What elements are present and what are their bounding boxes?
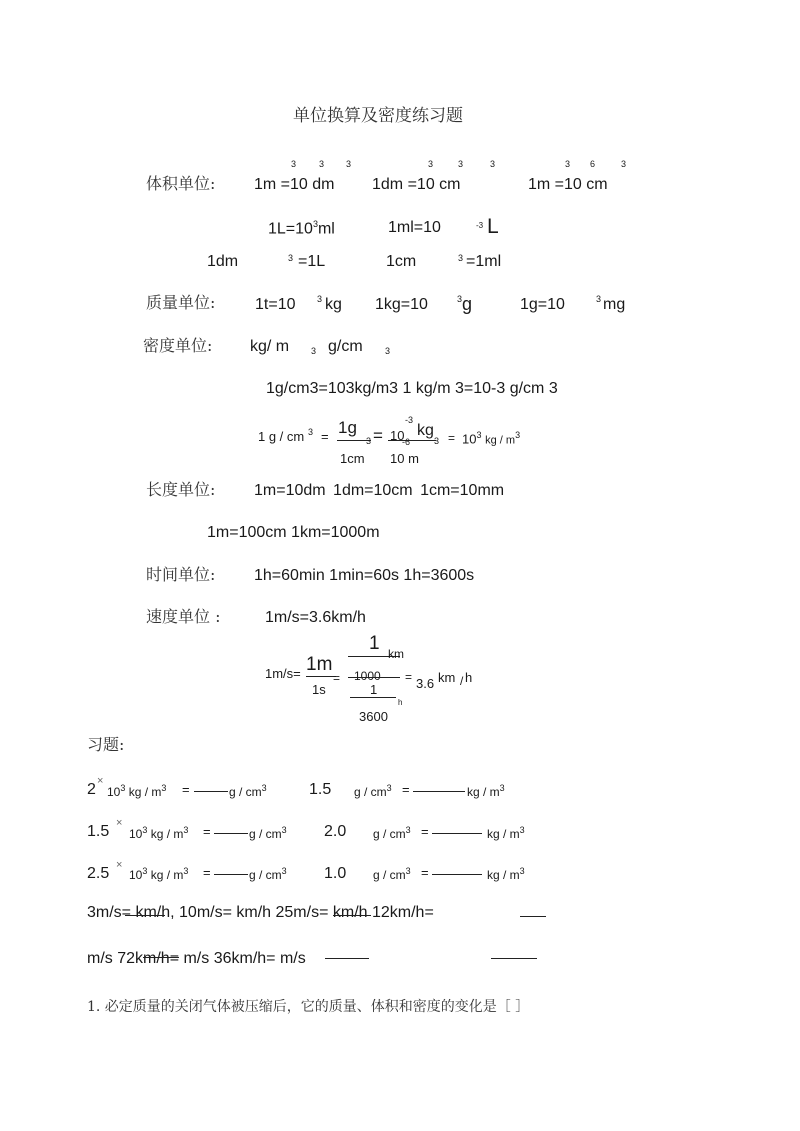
density-deriv-den1: 1cm (340, 451, 365, 466)
exercise-1-right-eq: = (402, 782, 410, 797)
speed-deriv-fraction-bar-bottom (350, 697, 396, 698)
exercise-2-left-num: 1.5 (87, 823, 110, 840)
density-deriv-den2: 10 m (390, 451, 419, 466)
density-deriv-num2: 10 (390, 428, 405, 443)
volume-row3-a-tail: =1L (298, 253, 326, 270)
volume-row1-b-sup-1: 3 (428, 159, 434, 169)
speed-deriv-result: 3.6 (416, 676, 435, 691)
exercise-2-right-eq: = (421, 824, 429, 839)
exercise-2-right-blank[interactable] (432, 833, 482, 834)
exercise-1-right-blank[interactable] (413, 791, 465, 792)
volume-row2-a: $1L=10^3ml$ (268, 219, 335, 238)
exercise-1-right-ans-unit: kg / $m^3$ (467, 783, 505, 799)
volume-row1-b-sup-2: 3 (458, 159, 464, 169)
mass-label: 质量单位: (146, 293, 216, 312)
length-row1: 1m=10dm 1dm=10cm 1cm=10mm (254, 482, 505, 499)
speed-deriv-den-top: 1 (370, 682, 378, 697)
question-1: 1. 必定质量的关闭气体被压缩后，它的质量、体积和密度的变化是［ ］ (87, 999, 530, 1015)
volume-row2-a-sup: 3 (312, 219, 318, 229)
exercises-label: 习题: (87, 735, 125, 754)
exercise-1-ans-unit: g / $cm^3$ (229, 783, 267, 799)
volume-row1-c-sup-2: 6 (590, 159, 596, 169)
exercise-3-ans-unit: g / $cm^3$ (249, 866, 287, 882)
density-deriv-rhs: $10^3$ kg / $m^3$ (462, 430, 521, 447)
volume-row1-c-sup-3: 3 (621, 159, 627, 169)
exercise-1-times: × (97, 775, 104, 787)
exercise-1-right-num: 1.5 (309, 781, 332, 798)
speed-deriv-den-den: 3600 (359, 709, 388, 724)
volume-row3-b-sup: 3 (458, 253, 464, 263)
speed-deriv-num-top-unit: km (388, 647, 404, 661)
mass-c: 1g=10 (520, 296, 565, 313)
exercise-1-right-unit: g / $cm^3$ (354, 783, 392, 799)
volume-row1-c: 1m =10 cm (528, 176, 608, 193)
exercise-2-left-expr: $10^3$ kg / $m^3$ (129, 825, 189, 841)
exercise-2-right-ans-unit: kg / $m^3$ (487, 825, 525, 841)
speed-deriv-den1: 1s (312, 682, 326, 697)
exercise-1-left-num: 2 (87, 781, 96, 798)
density-relation: 1g/cm3=103kg/m3 1 kg/m 3=10-3 g/cm 3 (266, 380, 558, 397)
exercise-2-eq: = (203, 824, 211, 839)
volume-row3-b: 1cm (386, 253, 417, 270)
exercise-3-left-expr: $10^3$ kg / $m^3$ (129, 866, 189, 882)
exercise-3-right-blank[interactable] (432, 874, 482, 875)
density-unit-b-sup: 3 (385, 346, 391, 356)
mass-a-tail: kg (325, 296, 342, 313)
mass-c-tail: mg (603, 296, 626, 313)
speed-deriv-num1: 1m (306, 654, 333, 675)
speed-exercise-blank-3[interactable] (520, 916, 546, 917)
mass-b: 1kg=10 (375, 296, 428, 313)
speed-exercise-blank-2[interactable] (333, 915, 371, 916)
speed-deriv-lhs: 1m/s= (265, 666, 301, 681)
length-label: 长度单位: (146, 480, 216, 499)
density-deriv-den2-sup2: 3 (434, 436, 440, 446)
exercise-3-eq: = (203, 865, 211, 880)
density-deriv-num2-sup: -3 (405, 415, 414, 425)
density-deriv-lhs: 1 g / cm (258, 429, 305, 444)
speed-exercise-blank-5[interactable] (325, 958, 369, 959)
density-deriv-den1-sup: 3 (366, 436, 372, 446)
volume-row1-b: 1dm =10 cm (372, 176, 461, 193)
exercise-3-right-ans-unit: kg / $m^3$ (487, 866, 525, 882)
volume-row1-a-sup-1: 3 (291, 159, 297, 169)
length-row2: 1m=100cm 1km=1000m (207, 524, 380, 541)
density-unit-a-sup: 3 (311, 346, 317, 356)
exercise-1-blank[interactable] (194, 791, 228, 792)
speed-deriv-eq1: = (333, 671, 341, 685)
exercise-3-right-eq: = (421, 865, 429, 880)
exercise-3-blank[interactable] (214, 874, 248, 875)
speed-exercise-line-2: m/s 72km/h= m/s 36km/h= m/s (87, 950, 306, 967)
volume-row1-a-sup-3: 3 (346, 159, 352, 169)
speed-deriv-result-unit: km (438, 670, 456, 685)
mass-c-sup: 3 (596, 294, 602, 304)
speed-row: 1m/s=3.6km/h (265, 609, 366, 626)
density-deriv-lhs-sup: 3 (308, 427, 314, 437)
density-deriv-fraction-bar-2 (388, 440, 436, 441)
volume-row2-b: 1ml=10 (388, 219, 441, 236)
time-label: 时间单位: (146, 565, 216, 584)
speed-label: 速度单位 : (146, 607, 221, 626)
volume-row2-b-sup: -3 (476, 221, 484, 230)
page-title: 单位换算及密度练习题 (293, 106, 463, 126)
density-deriv-eq1: = (321, 429, 329, 444)
speed-deriv-eq2: = (405, 670, 413, 684)
exercise-1-left-expr: $10^3$ kg / $m^3$ (107, 783, 167, 799)
volume-row1-a-sup-2: 3 (319, 159, 325, 169)
speed-deriv-result-slash: / (460, 674, 464, 688)
speed-exercise-blank-1[interactable] (125, 915, 165, 916)
exercise-2-right-num: 2.0 (324, 823, 347, 840)
exercise-3-times: × (116, 859, 123, 871)
speed-deriv-den-unit: h (398, 698, 403, 707)
mass-a-sup: 3 (317, 294, 323, 304)
density-deriv-eq2: = (373, 426, 383, 445)
density-deriv-num1: 1g (338, 418, 357, 437)
volume-row3-a: 1dm (207, 253, 239, 270)
mass-b-tail: g (462, 294, 473, 314)
density-deriv-num2-unit: kg (417, 422, 434, 439)
exercise-3-right-unit: g / $cm^3$ (373, 866, 411, 882)
exercise-3-left-num: 2.5 (87, 865, 110, 882)
exercise-2-ans-unit: g / $cm^3$ (249, 825, 287, 841)
exercise-3-right-num: 1.0 (324, 865, 347, 882)
density-deriv-den2-sup: -6 (402, 437, 411, 447)
density-unit-a: kg/ m (250, 338, 290, 355)
exercise-2-blank[interactable] (214, 833, 248, 834)
speed-deriv-result-h: h (465, 670, 473, 685)
volume-row3-a-sup: 3 (288, 253, 294, 263)
mass-a: 1t=10 (255, 296, 296, 313)
speed-exercise-blank-6[interactable] (491, 958, 537, 959)
speed-deriv-num-den: 1000 (354, 669, 381, 683)
exercise-2-right-unit: g / $cm^3$ (373, 825, 411, 841)
speed-exercise-line-1: 3m/s= km/h, 10m/s= km/h 25m/s= km/h 12km/h= (87, 904, 434, 921)
volume-row1-c-sup-1: 3 (565, 159, 571, 169)
speed-exercise-blank-4[interactable] (143, 957, 179, 958)
volume-row1-a: 1m =10 dm (254, 176, 335, 193)
density-deriv-eq3: = (448, 431, 456, 445)
volume-row2-b-tail: L (487, 215, 499, 238)
speed-deriv-fraction-bar-main (348, 677, 400, 678)
speed-deriv-num-top: 1 (369, 633, 380, 654)
volume-row1-b-sup-3: 3 (490, 159, 496, 169)
volume-label: 体积单位: (146, 174, 216, 193)
mass-b-sup: 3 (457, 294, 463, 304)
time-row: 1h=60min 1min=60s 1h=3600s (254, 567, 475, 584)
exercise-1-eq: = (182, 782, 190, 797)
density-unit-b: g/cm (328, 338, 363, 355)
speed-deriv-fraction-bar-1 (306, 676, 336, 677)
exercise-2-times: × (116, 817, 123, 829)
density-label: 密度单位: (143, 336, 213, 355)
volume-row3-b-tail: =1ml (466, 253, 502, 270)
